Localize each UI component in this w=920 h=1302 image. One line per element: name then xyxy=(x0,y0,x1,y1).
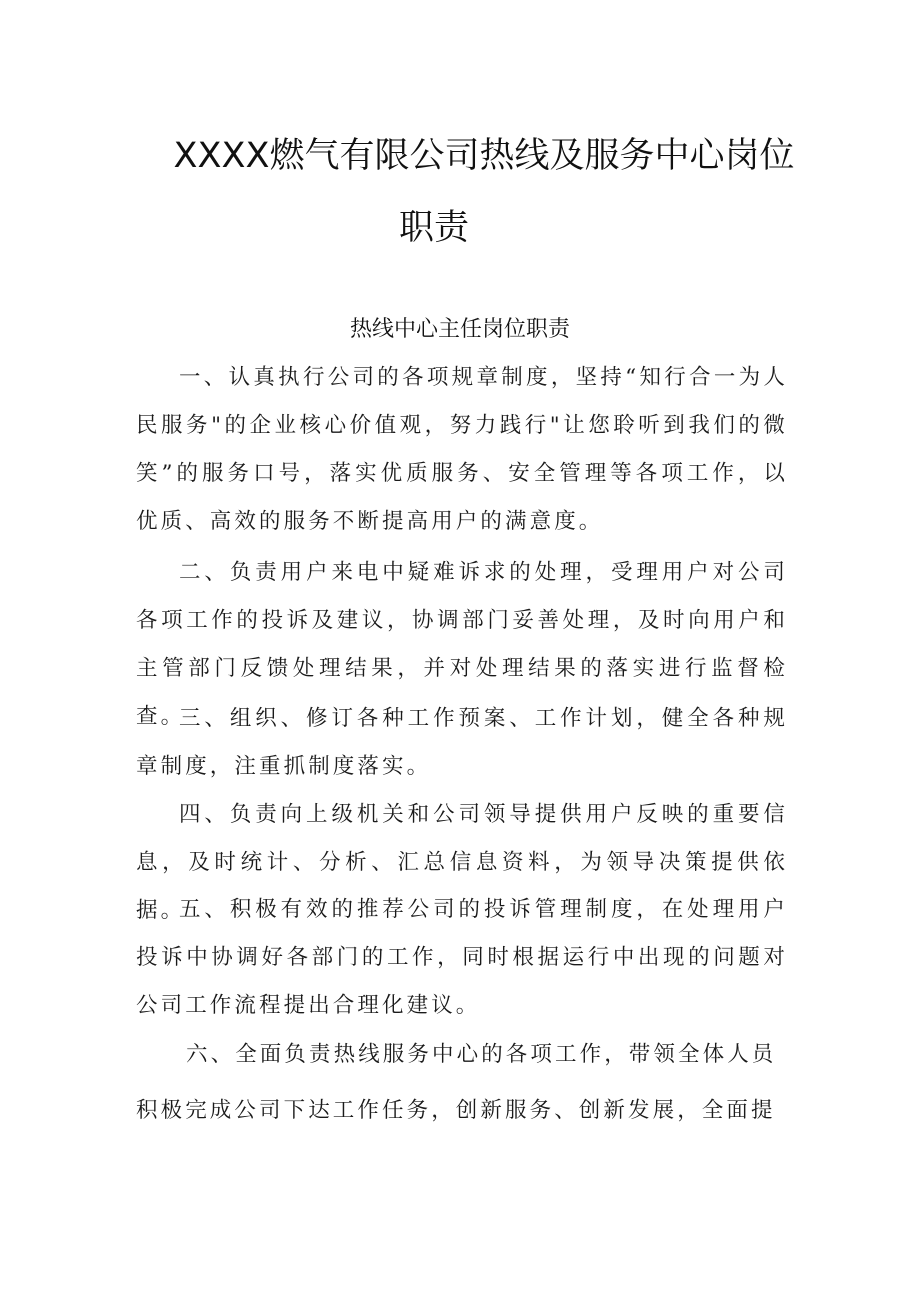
paragraph-6-line-2: 积极完成公司下达工作任务，创新服务、创新发展，全面提 xyxy=(136,1098,776,1123)
paragraph-5: 五、积极有效的推荐公司的投诉管理制度，在处理用户投诉中协调好各部门的工作，同时根据运行中出现的问题对公司工作流程提出合理化建议。 xyxy=(136,897,788,1018)
paragraph-6-line-1: 六、全面负责热线服务中心的各项工作，带领全体人员 xyxy=(186,1042,777,1067)
document-title-line-1: XXXX燃气有限公司热线及服务中心岗位 xyxy=(173,136,795,176)
paragraph-2: 二、负责用户来电中疑难诉求的处理，受理用户对公司各项工作的投诉及建议，协调部门妥善处理，及时向用户和主管部门反馈处理结果，并对处理结果的落实进行监督检查。 xyxy=(136,560,788,729)
document-title-line-2: 职责 xyxy=(398,208,469,248)
paragraph-4: 四、负责向上级机关和公司领导提供用户反映的重要信息，及时统计、分析、汇总信息资料，为领导决策提供依据。 xyxy=(136,802,788,923)
paragraph-1: 一、认真执行公司的各项规章制度，坚持“知行合一为人民服务"的企业核心价值观，努力践行"让您聆听到我们的微笑”的服务口号，落实优质服务、安全管理等各项工作，以优质、高效的服务不断提高用户的满意度。 xyxy=(136,365,788,534)
section-heading: 热线中心主任岗位职责 xyxy=(349,317,570,342)
paragraph-3: 三、组织、修订各种工作预案、工作计划，健全各种规章制度，注重抓制度落实。 xyxy=(136,706,788,779)
